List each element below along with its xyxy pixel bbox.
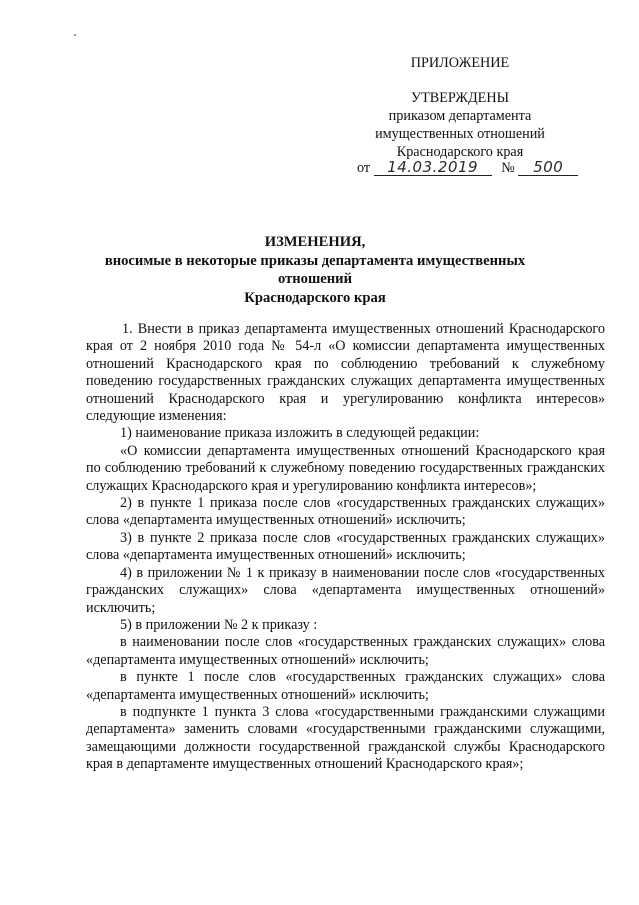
order-date: 14.03.2019 xyxy=(374,159,492,176)
number-label: № xyxy=(501,160,515,176)
paragraph-1: 1. Внести в приказ департамента имущественных отношений Краснодарского края от 2 ноября 2010 года № 54-л «О комиссии департамента имущественных отношений Краснодарского края по соблюдению требований к служебному поведению государственных гражданских служащих департамента имущественных отношений Краснодарского края и урегулированию конфликта интересов» следующие изменения: xyxy=(86,321,605,425)
from-label: от xyxy=(357,160,371,176)
order-number: 500 xyxy=(518,159,578,176)
scan-speck xyxy=(74,34,76,36)
paragraph-2: 1) наименование приказа изложить в следующей редакции: xyxy=(120,425,480,442)
paragraph-3: «О комиссии департамента имущественных отношений Краснодарского края по соблюдению требований к служебному поведению государственных гражданских служащих Краснодарского края и урегулированию конфликта интересов»; xyxy=(86,442,605,494)
paragraph-7: 5) в приложении № 2 к приказу : xyxy=(120,616,318,633)
title-line-2: вносимые в некоторые приказы департамента имущественных отношений xyxy=(104,252,526,287)
paragraph-10: в подпункте 1 пункта 3 слова «государственными гражданскими служащими департамента» заменить словами «государственными гражданскими служащими, замещающими должности государственной гражданской службы Краснодарского края в департаменте имущественных отношений Краснодарского края»; xyxy=(86,703,605,773)
document-title xyxy=(80,233,550,307)
approval-line-1: приказом департамента xyxy=(388,108,532,124)
approval-line-3: Краснодарского края xyxy=(396,144,524,160)
annex-label: ПРИЛОЖЕНИЕ xyxy=(410,55,510,71)
document-body xyxy=(86,321,605,774)
title-line-1: ИЗМЕНЕНИЯ, xyxy=(264,234,366,250)
paragraph-5: 3) в пункте 2 приказа после слов «государственных гражданских служащих» слова «департамента имущественных отношений» исключить; xyxy=(86,529,605,564)
approved-label: УТВЕРЖДЕНЫ xyxy=(411,90,509,106)
approval-line-2: имущественных отношений xyxy=(375,126,545,142)
paragraph-6: 4) в приложении № 1 к приказу в наименовании после слов «государственных гражданских служащих» слова «департамента имущественных отношений» исключить; xyxy=(86,564,605,616)
paragraph-8: в наименовании после слов «государственных гражданских служащих» слова «департамента имущественных отношений» исключить; xyxy=(86,634,605,668)
paragraph-4: 2) в пункте 1 приказа после слов «государственных гражданских служащих» слова «департамента имущественных отношений» исключить; xyxy=(86,495,605,529)
title-line-3: Краснодарского края xyxy=(244,289,386,306)
paragraph-9: в пункте 1 после слов «государственных гражданских служащих» слова «департамента имущественных отношений» исключить; xyxy=(86,669,605,703)
approval-block xyxy=(340,54,580,161)
order-date-line xyxy=(357,159,578,177)
